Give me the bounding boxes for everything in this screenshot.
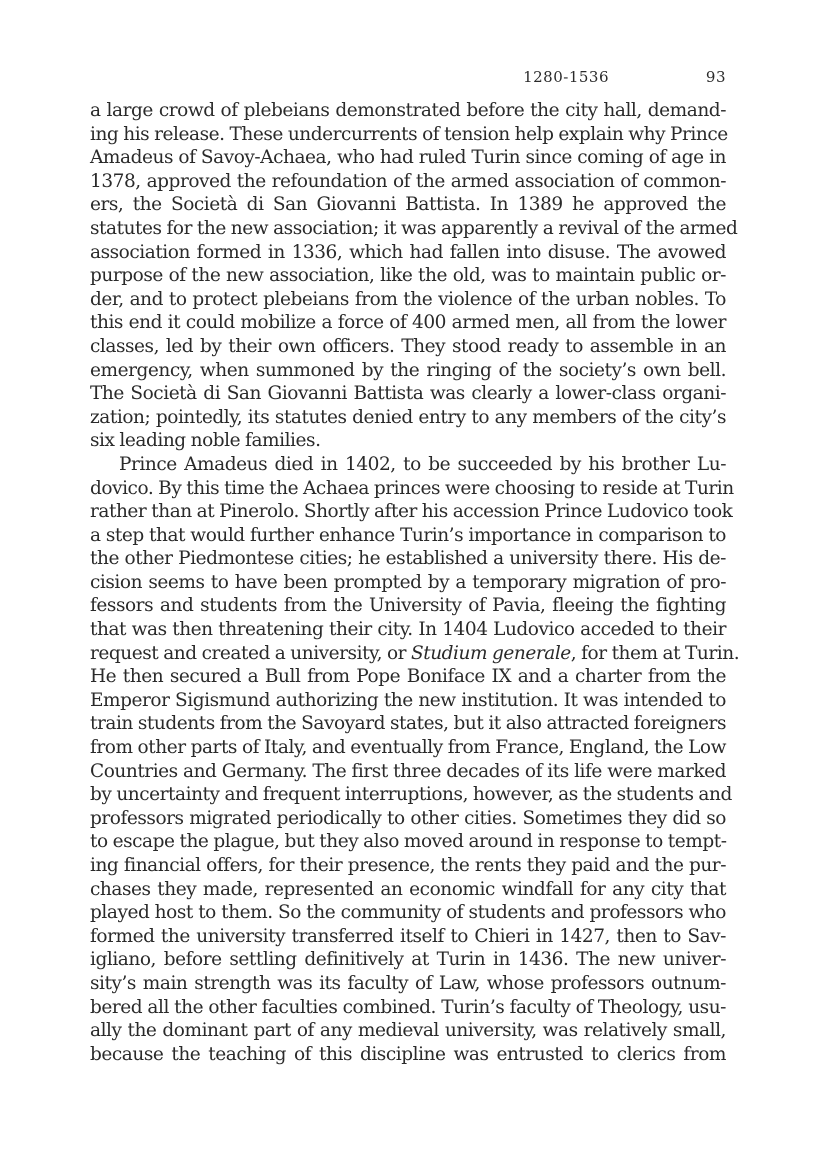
text-line: formed the university transferred itself to Chieri in 1427, then to Sav- — [90, 925, 726, 947]
text-line: the other Piedmontese cities; he established a university there. His de- — [90, 548, 726, 570]
text-line: Countries and Germany. The first three decades of its life were marked — [90, 760, 726, 782]
text-line: emergency, when summoned by the ringing of the society’s own bell. — [90, 359, 726, 381]
text-line: The Società di San Giovanni Battista was clearly a lower-class organi- — [90, 383, 726, 405]
text-line: ally the dominant part of any medieval university, was relatively small, — [90, 1020, 726, 1042]
text-span: request and created a university, or — [90, 642, 411, 664]
text-line: train students from the Savoyard states, but it also attracted foreigners — [90, 713, 726, 735]
text-line: classes, led by their own officers. They stood ready to assemble in an — [90, 335, 726, 357]
text-line: ing his release. These undercurrents of tension help explain why Prince — [90, 123, 728, 145]
text-line: because the teaching of this discipline was entrusted to clerics from — [90, 1043, 726, 1065]
text-line: 1378, approved the refoundation of the armed association of common- — [90, 170, 726, 192]
text-line-with-italic — [90, 642, 740, 666]
body-text — [90, 99, 740, 1066]
text-line: fessors and students from the University of Pavia, fleeing the fighting — [90, 595, 726, 617]
text-line: played host to them. So the community of students and professors who — [90, 902, 726, 924]
text-line: zation; pointedly, its statutes denied entry to any members of the city’s — [90, 406, 726, 428]
text-line: that was then threatening their city. In 1404 Ludovico acceded to their — [90, 619, 726, 641]
text-line: this end it could mobilize a force of 400 armed men, all from the lower — [90, 312, 726, 334]
text-line: cision seems to have been prompted by a temporary migration of pro- — [90, 571, 726, 593]
text-line: from other parts of Italy, and eventually from France, England, the Low — [90, 737, 726, 759]
text-line: chases they made, represented an economic windfall for any city that — [90, 878, 726, 900]
text-span: , for them at Turin. — [570, 642, 740, 664]
running-head — [90, 68, 726, 92]
text-line: Amadeus of Savoy-Achaea, who had ruled Turin since coming of age in — [90, 147, 726, 169]
text-line: ers, the Società di San Giovanni Battista. In 1389 he approved the — [90, 194, 726, 216]
text-line: der, and to protect plebeians from the violence of the urban nobles. To — [90, 288, 726, 310]
italic-term: Studium generale — [410, 642, 571, 664]
text-line: sity’s main strength was its faculty of Law, whose professors outnum- — [90, 972, 726, 994]
paragraph-1 — [90, 99, 738, 453]
text-line: ing financial offers, for their presence, the rents they paid and the pur- — [90, 855, 726, 876]
text-line: rather than at Pinerolo. Shortly after his accession Prince Ludovico took — [90, 501, 733, 523]
text-line: six leading noble families. — [90, 430, 321, 452]
running-title: 1280-1536 — [523, 68, 609, 86]
text-line: igliano, before settling definitively at Turin in 1436. The new univer- — [90, 949, 726, 971]
page-number: 93 — [705, 68, 726, 86]
text-line: to escape the plague, but they also moved around in response to tempt- — [90, 831, 727, 853]
text-line: professors migrated periodically to other cities. Sometimes they did so — [90, 807, 726, 829]
text-line: association formed in 1336, which had fallen into disuse. The avowed — [90, 241, 726, 263]
text-line: bered all the other faculties combined. Turin’s faculty of Theology, usu- — [90, 996, 726, 1018]
text-line: a step that would further enhance Turin’s importance in comparison to — [90, 524, 726, 546]
text-line: a large crowd of plebeians demonstrated before the city hall, demand- — [90, 100, 726, 121]
text-line: Emperor Sigismund authorizing the new institution. It was intended to — [90, 689, 726, 711]
text-line: Prince Amadeus died in 1402, to be succeeded by his brother Lu- — [119, 453, 726, 475]
text-line: He then secured a Bull from Pope Boniface IX and a charter from the — [90, 666, 726, 688]
paragraph-2 — [90, 453, 740, 1066]
text-line: purpose of the new association, like the old, was to maintain public or- — [90, 265, 726, 287]
text-line: dovico. By this time the Achaea princes were choosing to reside at Turin — [90, 477, 734, 499]
text-line: by uncertainty and frequent interruptions, however, as the students and — [90, 784, 732, 806]
text-line: statutes for the new association; it was apparently a revival of the armed — [90, 217, 738, 239]
